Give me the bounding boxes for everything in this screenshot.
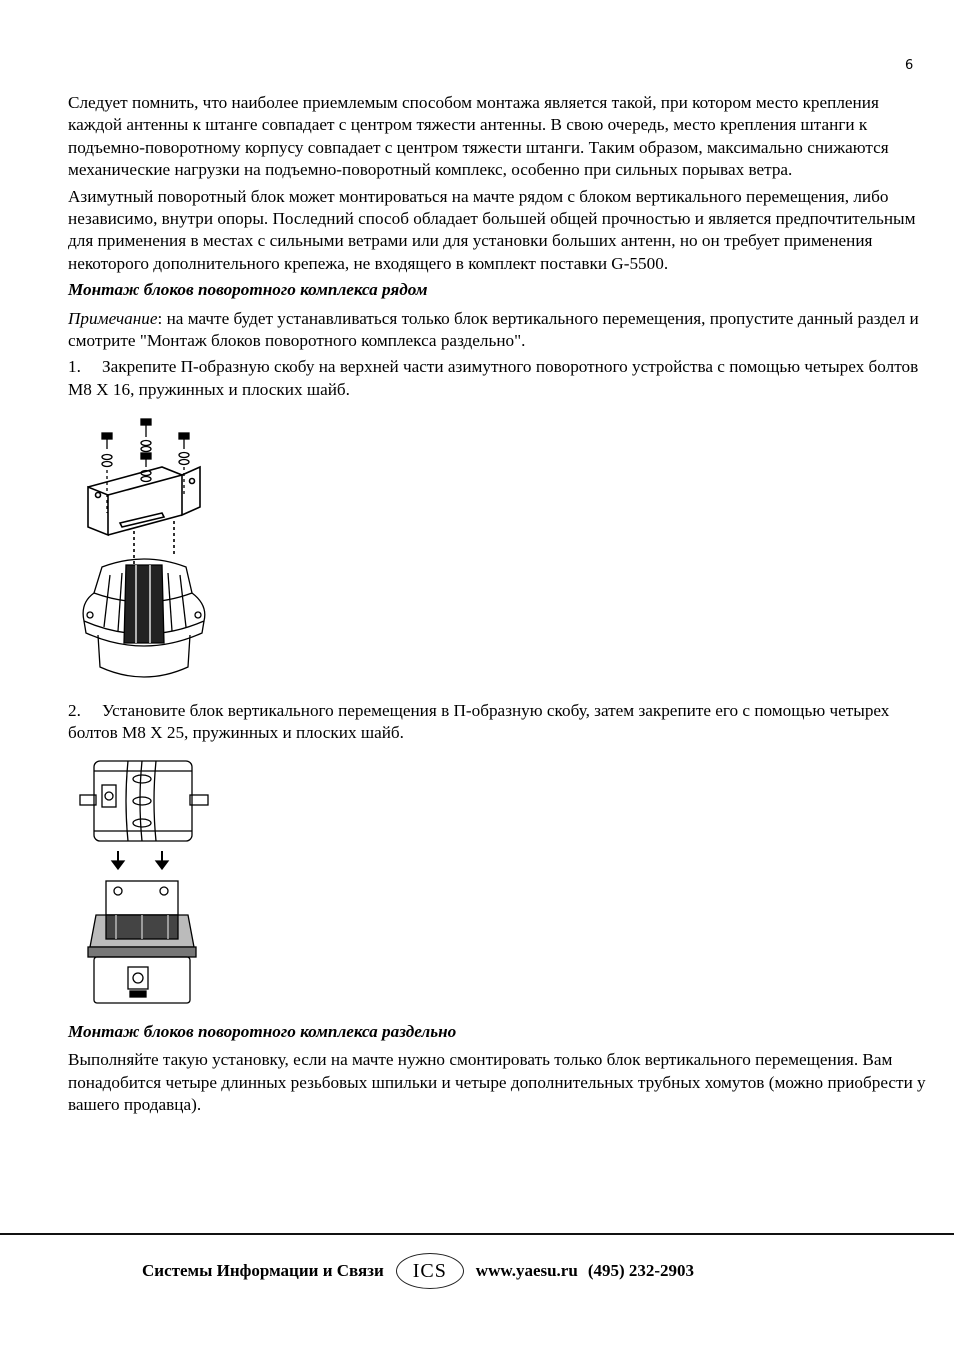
footer <box>142 1250 754 1292</box>
note-text: : на мачте будет устанавливаться только блок вертикального перемещения, пропустите данный раздел и смотрите "Монтаж блоков поворотного комплекса раздельно". <box>68 308 919 351</box>
section-heading-side-by-side: Монтаж блоков поворотного комплекса рядом <box>68 280 428 300</box>
step-1-text: Закрепите П-образную скобу на верхней части азимутного поворотного устройства с помощью четырех болтов М8 Х 16, пружинных и плоских шайб. <box>68 357 919 399</box>
footer-phone: (495) 232-2903 <box>587 1261 695 1280</box>
paragraph-azimuth-mounting: Азимутный поворотный блок может монтироваться на мачте рядом с блоком вертикального перемещения, либо независимо, внутри опоры. Последний способ обладает большей общей прочностью и является предпочтительным для применения в местах с сильными ветрами или для установки больших антенн, но он требует применения некоторого дополнительного крепежа, не входящего в комплект поставки G-5500. <box>68 186 916 273</box>
ics-logo: ICS <box>396 1253 464 1289</box>
step-1-number: 1. <box>68 357 81 377</box>
document-body <box>68 92 928 1121</box>
step-2-text: Установите блок вертикального перемещения в П-образную скобу, затем закрепите его с помощью четырех болтов М8 Х 25, пружинных и плоских шайб. <box>68 700 890 743</box>
step-2-number: 2. <box>68 700 81 720</box>
azimuth-rotator <box>83 559 205 677</box>
elevation-rotator <box>80 761 208 841</box>
step-2 <box>68 700 928 745</box>
arrow-down-icon <box>156 851 168 869</box>
bolt-icon <box>179 433 189 495</box>
section-heading-separate: Монтаж блоков поворотного комплекса раздельно <box>68 1021 457 1041</box>
paragraph-mounting-balance: Следует помнить, что наиболее приемлемым способом монтажа является такой, при котором место крепления каждой антенны к штанге совпадает с центром тяжести антенны. В свою очередь, место крепления штанги к подъемно-поворотному корпусу совпадает с центром тяжести штанги. Таким образом, максимально снижаются механические нагрузки на подъемно-поворотный комплекс, особенно при сильных порывах ветра. <box>68 93 889 180</box>
page-number: 6 <box>905 58 914 73</box>
figure-bracket-on-azimuth-rotator <box>74 415 254 693</box>
footer-company: Системы Информации и Связи <box>142 1261 384 1280</box>
step-1 <box>68 356 928 401</box>
u-bracket <box>106 881 178 915</box>
note-label: Примечание <box>68 308 158 328</box>
azimuth-rotator <box>88 915 196 1003</box>
arrow-down-icon <box>112 851 124 869</box>
note-paragraph <box>68 308 928 353</box>
footer-divider <box>0 1233 954 1235</box>
paragraph-separate-install: Выполняйте такую установку, если на мачте нужно смонтировать только блок вертикального перемещения. Вам понадобится четыре длинных резьбовых шпильки и четыре дополнительных трубных хомутов (можно приобрести у вашего продавца). <box>68 1050 926 1115</box>
bolt-icon <box>102 433 112 513</box>
figure-elevation-rotator-into-bracket <box>76 757 216 1007</box>
footer-website: www.yaesu.ru <box>475 1261 578 1280</box>
